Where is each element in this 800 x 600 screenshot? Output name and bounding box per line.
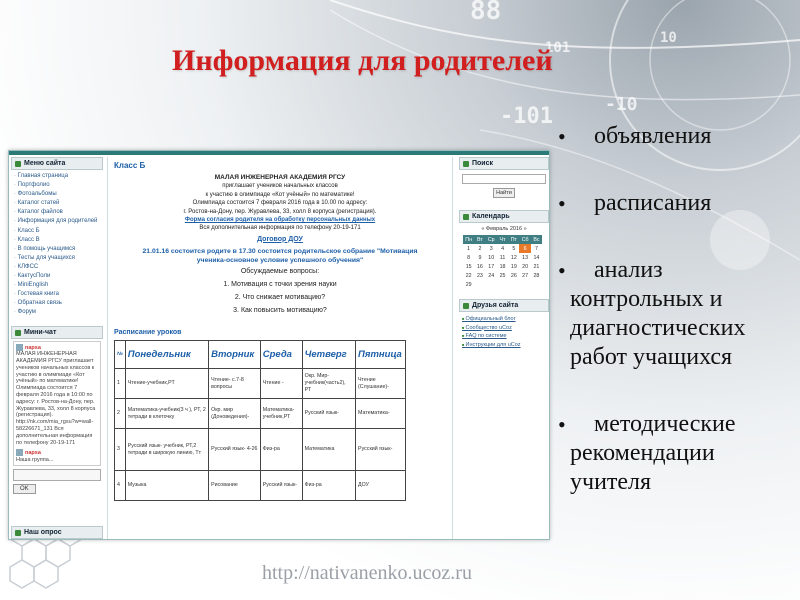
bullet-line: • анализ xyxy=(594,257,663,283)
chat-title: Мини-чат xyxy=(11,326,103,339)
menu-item[interactable]: · Обратная связь xyxy=(14,299,100,308)
menu-item[interactable]: · Класс В xyxy=(14,236,100,245)
chat-messages[interactable] xyxy=(13,341,101,466)
menu-item[interactable]: · Информация для родителей xyxy=(14,217,100,226)
schedule-header-cell: Четверг xyxy=(302,341,355,369)
bullet-line: рекомендации xyxy=(570,440,715,466)
schedule-cell: Музыка xyxy=(125,471,208,501)
phone-info: Вся дополнительная информация по телефону 20-19-171 xyxy=(199,225,361,232)
site-menu xyxy=(11,170,103,320)
announcement xyxy=(108,174,452,317)
calendar-day[interactable]: 29 xyxy=(465,281,472,288)
calendar-day[interactable]: 11 xyxy=(499,254,506,261)
schedule-cell: 2 xyxy=(115,399,126,429)
bullet-line: учителя xyxy=(570,469,652,495)
schedule-row xyxy=(115,399,406,429)
calendar-day[interactable]: 21 xyxy=(533,263,540,270)
calendar-month-nav[interactable]: « Февраль 2016 » xyxy=(481,226,527,232)
poll-title: Наш опрос xyxy=(11,526,103,539)
schedule-cell: Русский язык- 4-26 xyxy=(209,429,261,471)
bullet-line: • объявления xyxy=(594,123,712,149)
bullet-list xyxy=(570,122,798,535)
avatar xyxy=(16,449,23,456)
calendar-day[interactable]: 3 xyxy=(489,245,493,252)
calendar-weekday: Чт xyxy=(497,235,508,244)
consent-form-link[interactable]: Форма согласия родителя на обработку персональных данных xyxy=(184,217,376,224)
schedule-cell: Чтение (Слушание)- xyxy=(356,369,406,399)
chat-send-button[interactable]: OK xyxy=(13,484,36,494)
search-button[interactable]: Найти xyxy=(493,188,515,198)
calendar-day xyxy=(531,280,542,289)
menu-item[interactable]: · Гостевая книга xyxy=(14,290,100,299)
left-sidebar xyxy=(11,157,103,540)
question-item: 1. Мотивация с точки зрения науки xyxy=(223,281,337,289)
schedule-cell: Математика-учебник,РТ xyxy=(260,399,302,429)
calendar-day[interactable]: 4 xyxy=(501,245,505,252)
calendar-day xyxy=(508,280,519,289)
chat-message xyxy=(16,449,98,464)
calendar-day[interactable]: 17 xyxy=(488,263,495,270)
meeting-notice: 21.01.16 состоится родите в 17.30 состоится родительское собрание "Мотивация ученика-основное условие успешного обучения" xyxy=(142,247,418,264)
calendar-day[interactable]: 22 xyxy=(465,272,472,279)
bullet-item xyxy=(570,122,798,151)
bullet-item xyxy=(570,189,798,218)
schedule-cell: Чтение - xyxy=(260,369,302,399)
calendar-day[interactable]: 15 xyxy=(465,263,472,270)
announcement-org: МАЛАЯ ИНЖЕНЕРНАЯ АКАДЕМИЯ РГСУ xyxy=(214,174,346,181)
site-top-bar xyxy=(9,151,549,155)
calendar-day[interactable]: 25 xyxy=(499,272,506,279)
calendar-day[interactable]: 7 xyxy=(534,245,538,252)
schedule-row xyxy=(115,429,406,471)
calendar-day[interactable]: 16 xyxy=(476,263,483,270)
bullet-line: работ учащихся xyxy=(570,344,733,370)
friend-link[interactable]: ■ Сообщество uCoz xyxy=(462,324,546,333)
calendar-title: Календарь xyxy=(459,210,549,223)
schedule-cell: Русский язык- xyxy=(302,399,355,429)
calendar-day[interactable]: 28 xyxy=(533,272,540,279)
poll-panel xyxy=(11,526,103,539)
chat-input[interactable] xyxy=(13,469,101,481)
menu-item[interactable]: · КЛФСС xyxy=(14,263,100,272)
calendar-day[interactable]: 24 xyxy=(488,272,495,279)
schedule-header-cell: Понедельник xyxy=(125,341,208,369)
schedule-header-cell: Вторник xyxy=(209,341,261,369)
friends-title: Друзья сайта xyxy=(459,299,549,312)
slide-title: Информация для родителей xyxy=(172,44,553,77)
calendar-day[interactable]: 26 xyxy=(510,272,517,279)
mini-chat xyxy=(11,326,103,494)
announcement-line: Олимпиада состоится 7 февраля 2016 года в 10.00 по адресу: xyxy=(192,200,368,207)
calendar-day[interactable]: 6 xyxy=(519,244,530,253)
schedule-cell: Чтение- с.7-8 вопросы xyxy=(209,369,261,399)
schedule-cell: Рисование xyxy=(209,471,261,501)
bg-number: 88 xyxy=(470,0,502,26)
friends-list xyxy=(459,312,549,352)
search-input[interactable] xyxy=(462,174,546,184)
schedule-header-cell: Пятница xyxy=(356,341,406,369)
schedule-cell: 4 xyxy=(115,471,126,501)
schedule-cell: 1 xyxy=(115,369,126,399)
schedule-cell: Физ-ра xyxy=(302,471,355,501)
schedule-cell: ДОУ xyxy=(356,471,406,501)
bullet-item xyxy=(570,256,798,372)
bullet-line: • методические xyxy=(594,411,736,437)
bg-number: 101 xyxy=(545,40,571,56)
calendar-day[interactable]: 2 xyxy=(478,245,482,252)
chat-text: МАЛАЯ ИНЖЕНЕРНАЯ АКАДЕМИЯ РГСУ приглашает учеников начальных классов к участию в олимпиаде «Кот учёный» по математике! Олимпиада состоится 7 февраля 2016 года в 10:00 по адресу: г. Ростов-на-Дону, пер. Журавлева, 33, холл 8 корпуса (регистрация). http://nk.com/mia_rgsu?w=wall-58226671_131 Вся дополнительная информация по телефону 20-19-171 xyxy=(16,351,96,446)
schedule-header-cell: № xyxy=(115,341,126,369)
schedule-cell: Русский язык- xyxy=(356,429,406,471)
bg-number: 10 xyxy=(660,30,677,46)
menu-item[interactable]: · Каталог файлов xyxy=(14,208,100,217)
schedule-heading: Расписание уроков xyxy=(114,329,182,337)
chat-author[interactable]: napsa xyxy=(25,450,41,457)
website-screenshot xyxy=(8,150,550,540)
calendar-day[interactable]: 10 xyxy=(488,254,495,261)
chat-message xyxy=(16,344,98,447)
calendar-weekday: Пн xyxy=(463,235,474,244)
schedule-cell: Физ-ра xyxy=(260,429,302,471)
schedule-cell: Чтение-учебник,РТ xyxy=(125,369,208,399)
schedule-cell: 3 xyxy=(115,429,126,471)
calendar-day[interactable]: 1 xyxy=(467,245,471,252)
calendar-grid xyxy=(463,235,542,289)
announcement-line: приглашает учеников начальных классов xyxy=(222,183,338,190)
menu-item[interactable]: · Форум xyxy=(14,308,100,317)
calendar-weekday: Сб xyxy=(519,235,530,244)
schedule-cell: Русский язык- xyxy=(260,471,302,501)
menu-item[interactable]: · MiniEnglish xyxy=(14,281,100,290)
calendar-day[interactable]: 13 xyxy=(522,254,529,261)
menu-item[interactable]: · КактусПоли xyxy=(14,272,100,281)
schedule-cell: Русский язык- учебник, РТ,2 тетради в широкую линию, Тт xyxy=(125,429,208,471)
bullet-line: диагностических xyxy=(570,315,746,341)
schedule-row xyxy=(115,471,406,501)
question-item: 3. Как повысить мотивацию? xyxy=(233,307,327,315)
schedule-cell: Математика-учебник(3 ч ), РТ, 2 тетради в клеточку xyxy=(125,399,208,429)
bg-number: -101 xyxy=(500,104,553,129)
calendar-day xyxy=(474,280,485,289)
calendar-weekday: Вт xyxy=(474,235,485,244)
menu-item[interactable]: · Тесты для учащихся xyxy=(14,254,100,263)
right-sidebar xyxy=(459,157,549,540)
calendar-day[interactable]: 5 xyxy=(512,245,516,252)
bullet-line: • расписания xyxy=(594,190,712,216)
schedule-row xyxy=(115,369,406,399)
footer-url: http://nativanenko.ucoz.ru xyxy=(262,562,472,584)
chat-text: Наша группа... xyxy=(16,457,54,464)
calendar-day xyxy=(519,280,530,289)
calendar-day[interactable]: 20 xyxy=(522,263,529,270)
schedule-table xyxy=(114,340,406,501)
menu-title: Меню сайта xyxy=(11,157,103,170)
contract-link[interactable]: Договор ДОУ xyxy=(257,235,303,243)
menu-item[interactable]: · Портфолио xyxy=(14,181,100,190)
calendar-day xyxy=(486,280,497,289)
menu-item[interactable]: · В помощь учащимся xyxy=(14,245,100,254)
calendar-weekday: Вс xyxy=(531,235,542,244)
menu-item[interactable]: · Класс Б xyxy=(14,227,100,236)
calendar-day[interactable]: 27 xyxy=(522,272,529,279)
menu-item[interactable]: · Главная страница xyxy=(14,172,100,181)
questions-title: Обсуждаемые вопросы: xyxy=(240,268,320,276)
friend-link[interactable]: ■ Инструкции для uCoz xyxy=(462,341,546,350)
question-item: 2. Что снижает мотивацию? xyxy=(234,294,326,302)
schedule-cell: Математика- xyxy=(356,399,406,429)
search-title: Поиск xyxy=(459,157,549,170)
bg-number: -10 xyxy=(605,94,638,115)
announcement-line: к участию в олимпиаде «Кот учёный» по математике! xyxy=(205,191,355,198)
calendar-weekday: Ср xyxy=(486,235,497,244)
calendar-day[interactable]: 14 xyxy=(533,254,540,261)
schedule-cell: Окр. мир (Доноведения)- xyxy=(209,399,261,429)
calendar-day[interactable]: 19 xyxy=(510,263,517,270)
page-heading: Класс Б xyxy=(114,161,146,170)
menu-item[interactable]: · Каталог статей xyxy=(14,199,100,208)
calendar-day[interactable]: 18 xyxy=(499,263,506,270)
bullet-line: контрольных и xyxy=(570,286,723,312)
chat-author[interactable]: napsa xyxy=(25,344,41,351)
schedule-cell: Математика xyxy=(302,429,355,471)
bullet-item xyxy=(570,410,798,497)
avatar xyxy=(16,344,23,351)
announcement-line: г. Ростов-на-Дону, пер. Журавлева, 33, холл 8 корпуса (регистрация). xyxy=(183,208,377,215)
menu-item[interactable]: · Фотоальбомы xyxy=(14,190,100,199)
calendar-day[interactable]: 9 xyxy=(478,254,482,261)
calendar-day[interactable]: 23 xyxy=(476,272,483,279)
calendar-day xyxy=(497,280,508,289)
schedule-header-cell: Среда xyxy=(260,341,302,369)
calendar-day[interactable]: 12 xyxy=(510,254,517,261)
main-content xyxy=(107,157,453,540)
calendar-weekday: Пт xyxy=(508,235,519,244)
calendar-day[interactable]: 8 xyxy=(467,254,471,261)
schedule-cell: Окр. Мир- учебник(часть2), РТ xyxy=(302,369,355,399)
friend-link[interactable]: ■ Официальный блог xyxy=(462,315,546,324)
friend-link[interactable]: ■ FAQ по системе xyxy=(462,332,546,341)
